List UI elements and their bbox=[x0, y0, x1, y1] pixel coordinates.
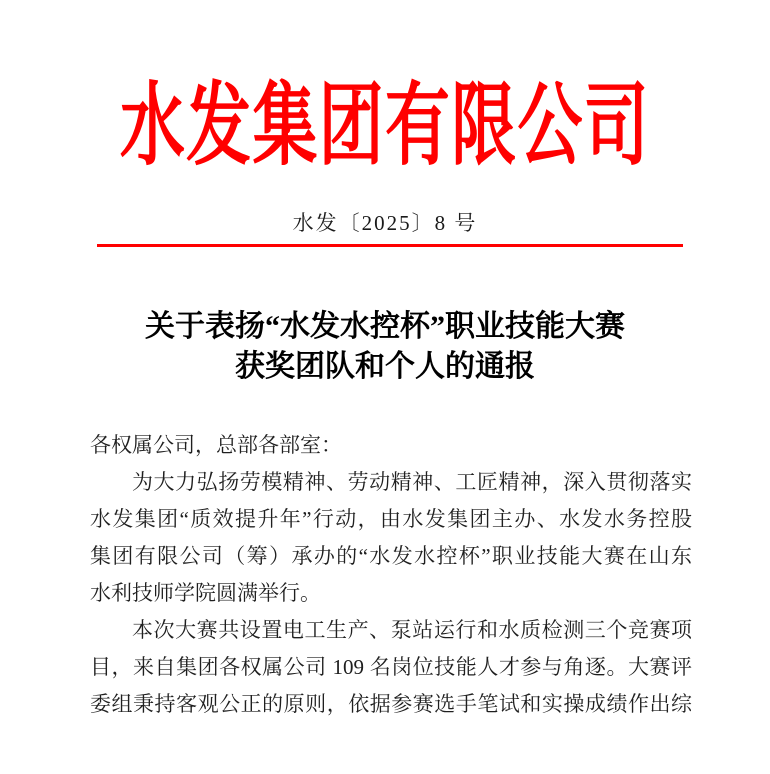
document-title bbox=[0, 307, 770, 387]
document-title-line2: 获奖团队和个人的通报 bbox=[235, 350, 535, 383]
body-line: 为大力弘扬劳模精神、劳动精神、工匠精神，深入贯彻落实 bbox=[132, 470, 692, 494]
letterhead-company-name: 水发集团有限公司 bbox=[120, 77, 650, 176]
document-body bbox=[90, 427, 692, 723]
document-title-line1: 关于表扬“水发水控杯”职业技能大赛 bbox=[145, 310, 625, 343]
body-line: 委组秉持客观公正的原则，依据参赛选手笔试和实操成绩作出综 bbox=[90, 692, 692, 716]
doc-number: 水发〔2025〕8 号 bbox=[292, 211, 478, 235]
body-line: 集团有限公司（筹）承办的“水发水控杯”职业技能大赛在山东 bbox=[90, 544, 692, 568]
body-line: 本次大赛共设置电工生产、泵站运行和水质检测三个竞赛项 bbox=[132, 618, 692, 642]
red-divider-line bbox=[97, 244, 683, 247]
body-line: 水利技师学院圆满举行。 bbox=[90, 581, 321, 605]
body-line: 目，来自集团各权属公司 109 名岗位技能人才参与角逐。大赛评 bbox=[90, 655, 692, 679]
body-line: 水发集团“质效提升年”行动，由水发集团主办、水发水务控股 bbox=[90, 507, 692, 531]
salutation-line: 各权属公司，总部各部室： bbox=[90, 433, 342, 457]
